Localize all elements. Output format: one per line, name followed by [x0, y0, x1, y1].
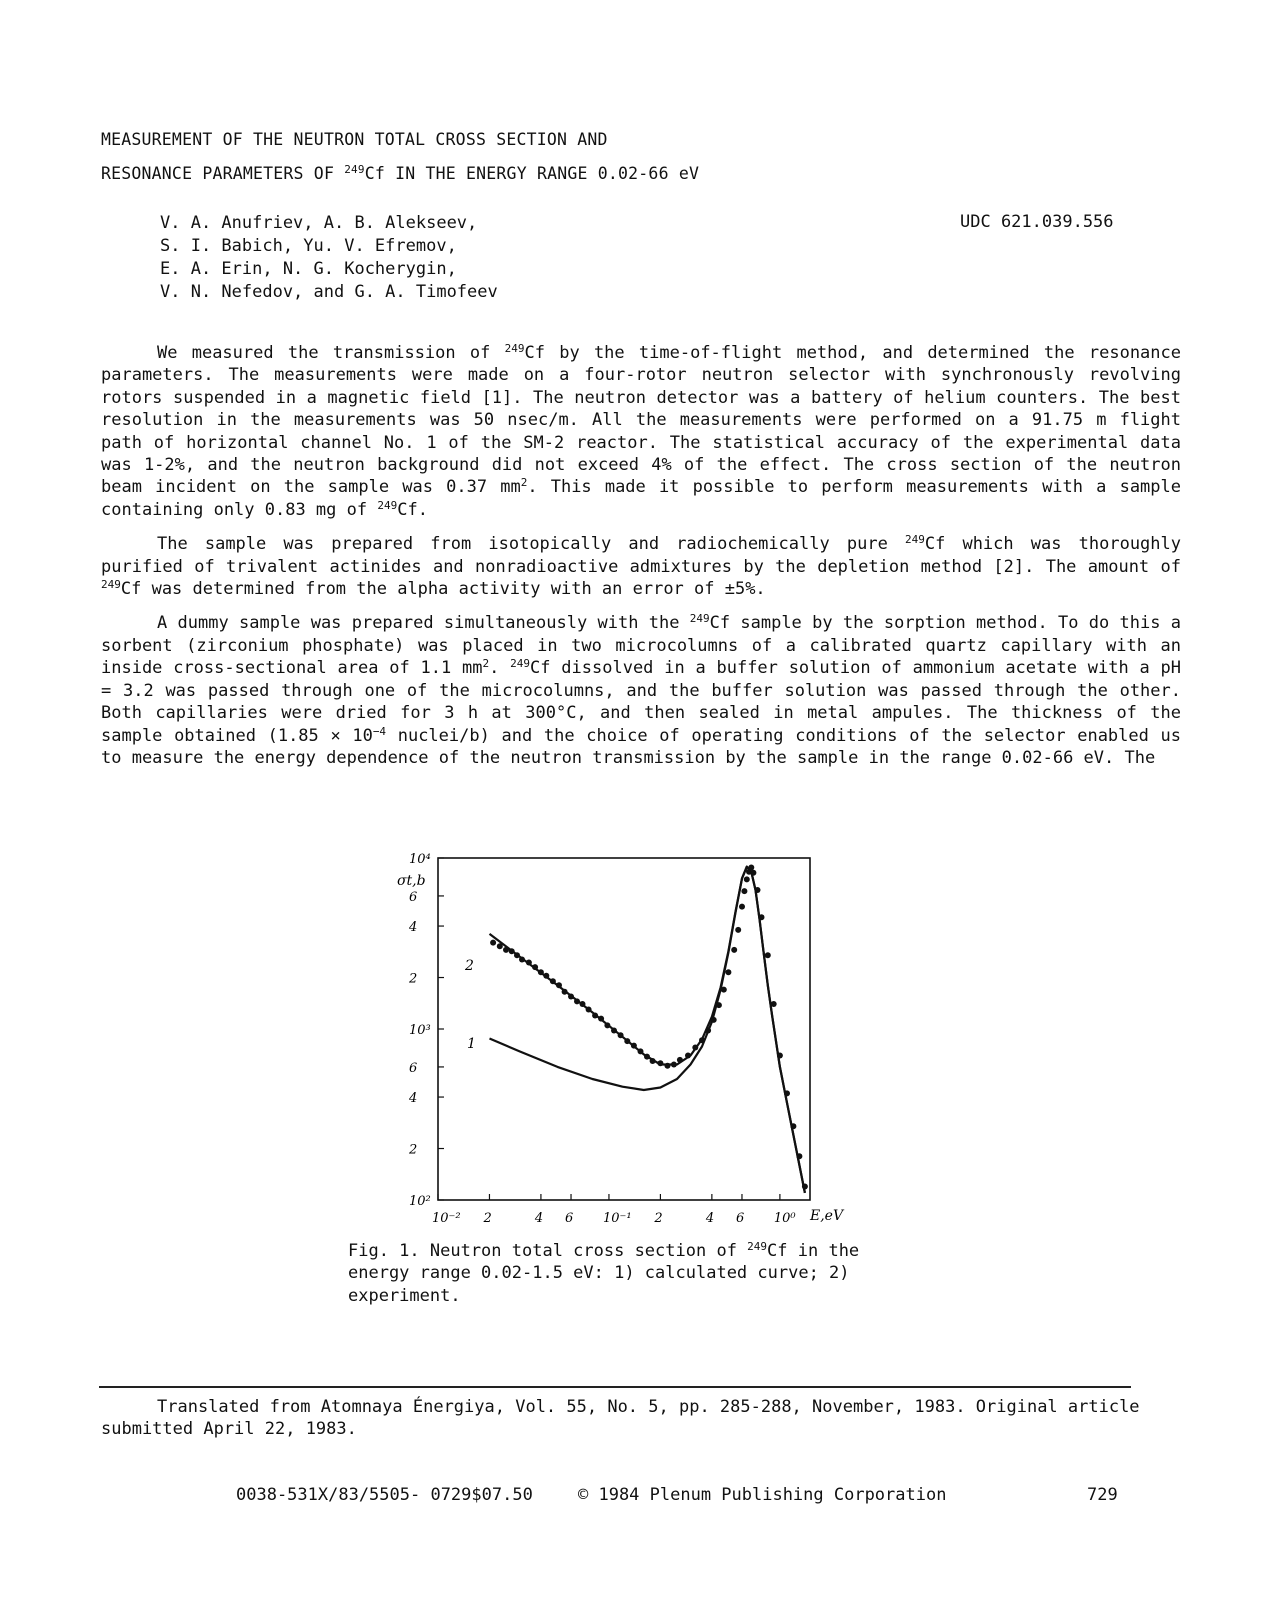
data-point [532, 964, 538, 970]
y-tick-label: 4 [409, 920, 418, 936]
data-point [611, 1028, 617, 1034]
footnote-rule [99, 1386, 1131, 1388]
data-point [538, 969, 544, 975]
x-tick-label: 6 [735, 1211, 745, 1226]
body-text [101, 342, 1181, 769]
figure-1 [395, 852, 845, 1232]
data-point [725, 969, 731, 975]
data-point [685, 1053, 691, 1059]
data-point [790, 1123, 796, 1129]
data-point [490, 940, 496, 946]
data-point [644, 1054, 650, 1060]
udc-code: UDC 621.039.556 [960, 212, 1114, 232]
curve-label-2: 2 [465, 958, 474, 974]
author-line: V. N. Nefedov, and G. A. Timofeev [160, 282, 498, 302]
data-point [665, 1063, 671, 1069]
curve-2 [490, 867, 805, 1193]
data-point [497, 943, 503, 949]
y-axis-label: σt,b [397, 873, 426, 889]
data-point [711, 1017, 717, 1023]
data-point [755, 887, 761, 893]
y-tick-label: 2 [409, 971, 418, 987]
figure-caption: Fig. 1. Neutron total cross section of $^{249}$Cf in the energy range 0.02-1.5 eV: 1) calculated curve; 2) experiment. [348, 1240, 860, 1306]
data-point [699, 1037, 705, 1043]
paragraph-3: A dummy sample was prepared simultaneously with the $^{249}$Cf sample by the sorption method. To do this a sorbent (zirconium phosphate) was placed in two microcolumns of a calibrated quartz capillary with an inside cross-sectional area of 1.1 $mm^2$. $^{249}$Cf dissolved in a buffer solution of ammonium acetate with a pH = 3.2 was passed through one of the microcolumns, and the buffer solution was passed through the other. Both capillaries were dried for 3 h at 300°C, and then sealed in metal ampules. The thickness of the sample obtained ($1.85 \times 10^{-4}$ nuclei/b) and the choice of operating conditions of the selector enabled us to measure the energy dependence of the neutron transmission by the sample in the range 0.02-66 eV. The [101, 612, 1181, 768]
curve-1 [490, 867, 805, 1193]
translation-footnote: Translated from Atomnaya Énergiya, Vol. 55, No. 5, pp. 285-288, November, 1983. Original article submitted April 22, 1983. [101, 1397, 1140, 1440]
data-point [692, 1045, 698, 1051]
data-point [598, 1016, 604, 1022]
data-point [568, 994, 574, 1000]
data-point [765, 952, 771, 958]
author-line: V. A. Anufriev, A. B. Alekseev, [160, 213, 478, 233]
data-point [744, 876, 750, 882]
data-point [796, 1153, 802, 1159]
data-point [802, 1184, 808, 1190]
y-tick-label: 10³ [409, 1023, 431, 1038]
y-tick-label: 6 [409, 889, 418, 905]
data-point [624, 1038, 630, 1044]
paragraph-2: The sample was prepared from isotopically and radiochemically pure $^{249}$Cf which was thoroughly purified of trivalent actinides and nonradioactive admixtures by the depletion method [2]. The amount of $^{249}$Cf was determined from the alpha activity with an error of ±5%. [101, 533, 1181, 600]
author-line: S. I. Babich, Yu. V. Efremov, [160, 236, 457, 256]
data-point [721, 987, 727, 993]
cross-section-chart [395, 852, 845, 1232]
x-axis-label: E,eV [810, 1208, 844, 1224]
data-point [618, 1032, 624, 1038]
data-point [580, 1001, 586, 1007]
data-point [671, 1062, 677, 1068]
data-point [509, 948, 515, 954]
page-number: 729 [1087, 1485, 1118, 1505]
data-point [741, 888, 747, 894]
data-point [657, 1060, 663, 1066]
article-code: 0038-531X/83/5505- 0729$07.50 [236, 1485, 533, 1505]
data-point [543, 973, 549, 979]
y-tick-label: 4 [409, 1091, 418, 1107]
data-point [556, 982, 562, 988]
y-tick-label: 10⁴ [409, 852, 431, 867]
paragraph-1: We measured the transmission of $^{249}$Cf by the time-of-flight method, and determined the resonance parameters. The measurements were made on a four-rotor neutron selector with synchronously revolving rotors suspended in a magnetic field [1]. The neutron detector was a battery of helium counters. The best resolution in the measurements was 50 nsec/m. All the measurements were performed on a 91.75 m flight path of horizontal channel No. 1 of the SM-2 reactor. The statistical accuracy of the experimental data was 1-2%, and the neutron background did not exceed 4% of the effect. The cross section of the neutron beam incident on the sample was 0.37 $mm^2$. This made it possible to perform measurements with a sample containing only 0.83 mg of $^{249}$Cf. [101, 342, 1181, 520]
x-tick-label: 4 [705, 1211, 715, 1226]
x-tick-label: 6 [565, 1211, 574, 1226]
data-point [739, 904, 745, 910]
data-point [650, 1058, 656, 1064]
data-point [604, 1022, 610, 1028]
y-tick-label: 2 [409, 1142, 418, 1158]
experiment-points [490, 865, 808, 1190]
data-point [503, 947, 509, 953]
x-axis-ticks [432, 1194, 796, 1226]
x-tick-label: 2 [654, 1211, 663, 1226]
x-tick-label: 4 [534, 1211, 544, 1226]
data-point [716, 1002, 722, 1008]
data-point [514, 952, 520, 958]
data-point [592, 1013, 598, 1019]
y-tick-label: 10² [409, 1194, 431, 1209]
title-line-1: MEASUREMENT OF THE NEUTRON TOTAL CROSS SECTION AND [101, 130, 608, 149]
data-point [574, 998, 580, 1004]
x-tick-label: 10⁰ [773, 1211, 796, 1226]
data-point [735, 927, 741, 933]
data-point [750, 870, 756, 876]
data-point [777, 1053, 783, 1059]
copyright: © 1984 Plenum Publishing Corporation [578, 1485, 947, 1505]
data-point [562, 989, 568, 995]
data-point [705, 1028, 711, 1034]
data-point [784, 1090, 790, 1096]
curve-label-1: 1 [467, 1036, 476, 1052]
author-list [160, 212, 498, 304]
title-line-2: RESONANCE PARAMETERS OF $^{249}$Cf IN THE ENERGY RANGE 0.02-66 eV [101, 163, 700, 183]
data-point [550, 978, 556, 984]
data-point [748, 865, 754, 871]
data-point [731, 947, 737, 953]
data-point [631, 1043, 637, 1049]
author-line: E. A. Erin, N. G. Kocherygin, [160, 259, 457, 279]
data-point [677, 1057, 683, 1063]
y-tick-label: 6 [409, 1060, 418, 1076]
data-point [759, 914, 765, 920]
data-point [586, 1007, 592, 1013]
data-point [526, 960, 532, 966]
x-tick-label: 2 [483, 1211, 492, 1226]
x-tick-label: 10⁻² [432, 1211, 461, 1226]
data-point [771, 1001, 777, 1007]
data-point [519, 957, 525, 963]
x-tick-label: 10⁻¹ [602, 1211, 632, 1226]
chart-series [490, 867, 805, 1193]
plot-frame [438, 858, 810, 1200]
data-point [638, 1048, 644, 1054]
